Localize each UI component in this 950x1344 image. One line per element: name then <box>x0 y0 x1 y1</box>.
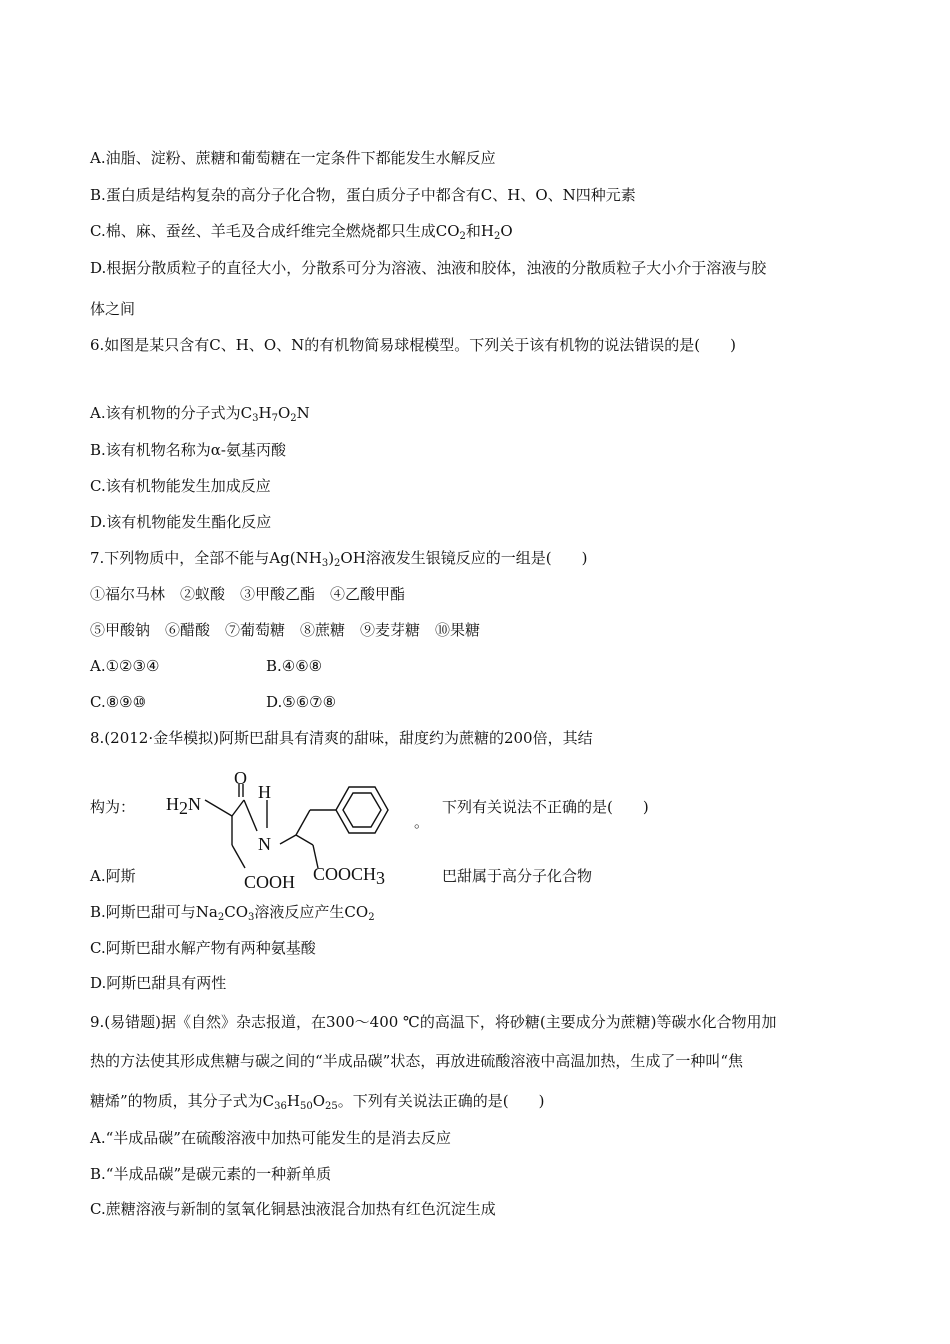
aspartame-structure <box>160 770 430 895</box>
option-5d-cont: 体之间 <box>90 300 136 318</box>
option-7b: B.④⑥⑧ <box>266 657 323 675</box>
option-9c: C.蔗糖溶液与新制的氢氧化铜悬浊液混合加热有红色沉淀生成 <box>90 1200 496 1218</box>
question-8: 8.(2012·金华模拟)阿斯巴甜具有清爽的甜味，甜度约为蔗糖的200倍，其结 <box>90 729 593 747</box>
option-8c: C.阿斯巴甜水解产物有两种氨基酸 <box>90 939 316 957</box>
option-8a-start: A.阿斯 <box>90 867 136 885</box>
option-5a: A.油脂、淀粉、蔗糖和葡萄糖在一定条件下都能发生水解反应 <box>90 149 496 167</box>
option-8d: D.阿斯巴甜具有两性 <box>90 974 227 992</box>
option-6b: B.该有机物名称为α-氨基丙酸 <box>90 441 286 459</box>
struct-cooh: COOH <box>244 872 296 892</box>
option-9a: A.“半成品碳”在硫酸溶液中加热可能发生的是消去反应 <box>90 1129 451 1147</box>
question-6: 6.如图是某只含有C、H、O、N的有机物简易球棍模型。下列关于该有机物的说法错误的是( ) <box>90 336 737 354</box>
struct-n: N <box>258 834 271 854</box>
option-6d: D.该有机物能发生酯化反应 <box>90 513 272 531</box>
option-6a: A.该有机物的分子式为$C_3H_7O_2N$ <box>90 404 310 424</box>
struct-h: H <box>258 782 271 802</box>
option-8a-end: 巴甜属于高分子化合物 <box>442 867 593 885</box>
question-9: 9.(易错题)据《自然》杂志报道，在300～400 ℃的高温下，将砂糖(主要成分为蔗糖)等碳水化合物用加 <box>90 1013 777 1031</box>
option-9b: B.“半成品碳”是碳元素的一种新单质 <box>90 1165 332 1183</box>
question-8-structure-label: 构为： <box>90 798 136 816</box>
question-7-items-1: ①福尔马林 ②蚁酸 ③甲酸乙酯 ④乙酸甲酯 <box>90 585 406 603</box>
question-7: 7.下列物质中，全部不能与$Ag(NH_3)_2OH$溶液发生银镜反应的一组是( ) <box>90 549 588 569</box>
option-7c: C.⑧⑨⑩ <box>90 693 147 711</box>
question-9-cont-2: 糖烯”的物质，其分子式为$C_{36}H_{50}O_{25}$。下列有关说法正确的是( ) <box>90 1092 545 1112</box>
option-7d: D.⑤⑥⑦⑧ <box>266 693 337 711</box>
question-7-items-2: ⑤甲酸钠 ⑥醋酸 ⑦葡萄糖 ⑧蔗糖 ⑨麦芽糖 ⑩果糖 <box>90 621 481 639</box>
option-8b: B.阿斯巴甜可与$Na_2CO_3$溶液反应产生$CO_2$ <box>90 903 375 923</box>
struct-o: O <box>234 770 247 788</box>
option-5b: B.蛋白质是结构复杂的高分子化合物，蛋白质分子中都含有C、H、O、N四种元素 <box>90 186 636 204</box>
option-5d: D.根据分散质粒子的直径大小，分散系可分为溶液、浊液和胶体，浊液的分散质粒子大小介于溶液与胶 <box>90 259 767 277</box>
option-6c: C.该有机物能发生加成反应 <box>90 477 271 495</box>
option-5c: C.棉、麻、蚕丝、羊毛及合成纤维完全燃烧都只生成$CO_2$和$H_2O$ <box>90 222 513 242</box>
struct-cooch3: COOCH3 <box>313 864 386 888</box>
question-9-cont-1: 热的方法使其形成焦糖与碳之间的“半成品碳”状态，再放进硫酸溶液中高温加热，生成了一种叫“焦 <box>90 1052 744 1070</box>
struct-h2n: H2N <box>166 794 201 818</box>
structure-period: 。 <box>414 813 430 831</box>
option-7a: A.①②③④ <box>90 657 160 675</box>
question-8-prompt: 下列有关说法不正确的是( ) <box>442 798 649 816</box>
